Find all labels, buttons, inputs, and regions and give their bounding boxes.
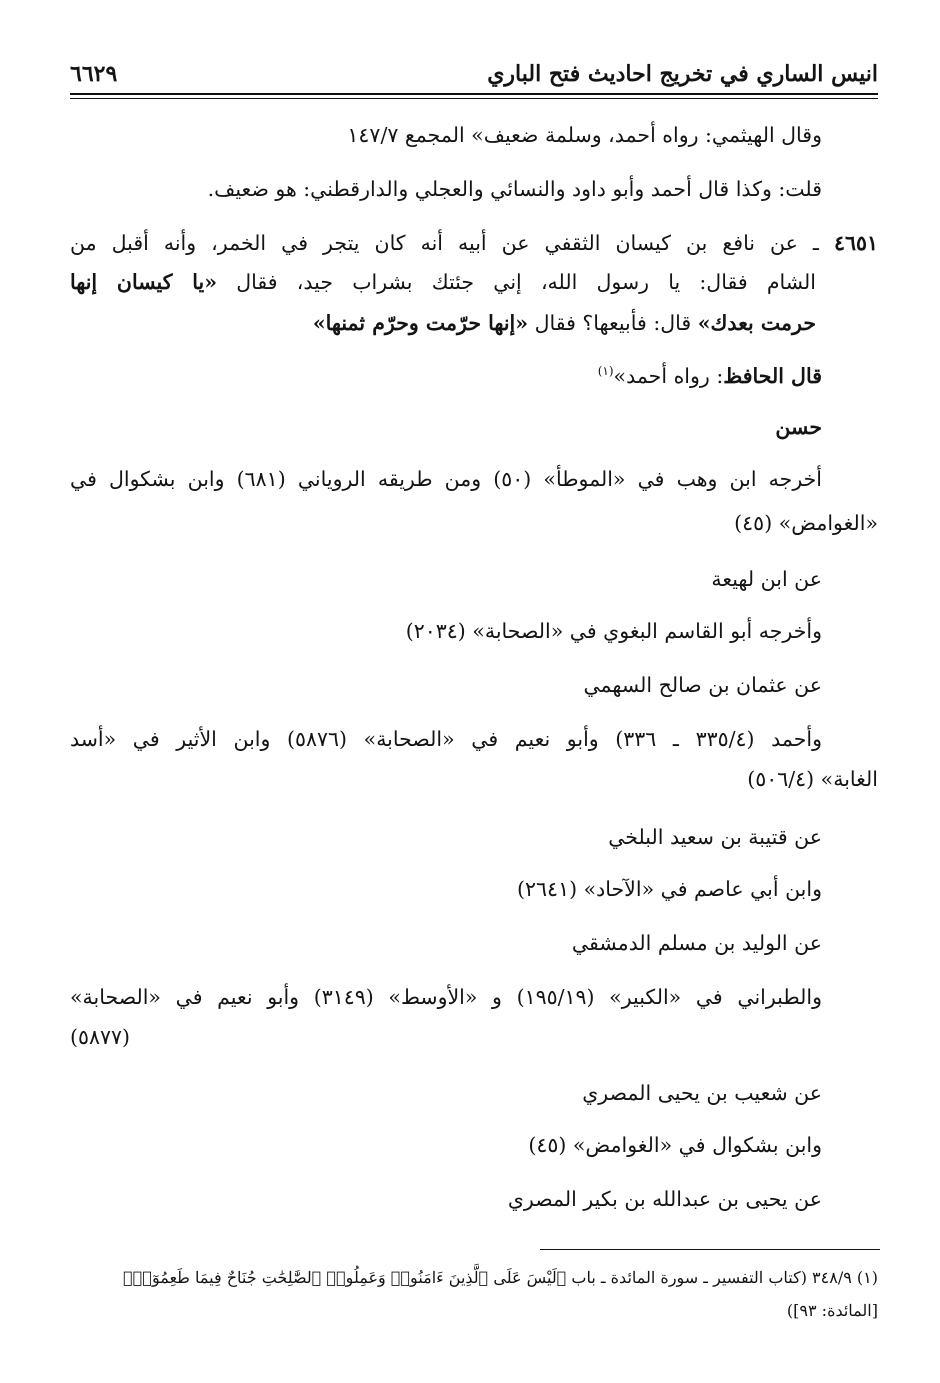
footnote-ref: (١) bbox=[597, 364, 614, 378]
header-rule-thin bbox=[70, 98, 878, 99]
hadith-line bbox=[70, 267, 816, 297]
narrator-line: عن الوليد بن مسلم الدمشقي bbox=[571, 931, 822, 955]
hadith-text: ـ عن نافع بن كيسان الثقفي عن أبيه أنه كان يتجر في الخمر، وأنه أقبل من bbox=[70, 231, 819, 255]
takhrij-line: وابن بشكوال في «الغوامض» (٤٥) bbox=[528, 1133, 822, 1157]
takhrij-line: والطبراني في «الكبير» (١٩٥/١٩) و «الأوسط» (٣١٤٩) وأبو نعيم في «الصحابة» bbox=[70, 985, 823, 1009]
footnote-text: [المائدة: ٩٣]) bbox=[786, 1301, 878, 1320]
narrator-line: عن ابن لهيعة bbox=[711, 567, 822, 591]
prophetic-saying: «يا كيسان إنها bbox=[70, 270, 218, 294]
narrator-line: عن عثمان بن صالح السهمي bbox=[583, 673, 822, 697]
hafiz-line bbox=[70, 356, 822, 391]
prophetic-saying: «إنها حرّمت وحرّم ثمنها» bbox=[312, 311, 529, 335]
footnote bbox=[70, 1265, 878, 1291]
header-rule bbox=[70, 93, 878, 95]
text-line: قلت: وكذا قال أحمد وأبو داود والنسائي والعجلي والدارقطني: هو ضعيف. bbox=[207, 177, 822, 201]
text-line: وقال الهيثمي: رواه أحمد، وسلمة ضعيف» المجمع ١٤٧/٧ bbox=[347, 123, 822, 147]
hadith-text: الشام فقال: يا رسول الله، إني جئتك بشراب جيد، فقال bbox=[236, 270, 816, 294]
hafiz-text: : رواه أحمد» bbox=[613, 363, 724, 388]
narrator-line: عن يحيى بن عبدالله بن بكير المصري bbox=[507, 1187, 822, 1211]
takhrij-text: (٥٨٧٧) bbox=[70, 1025, 131, 1049]
footnote-continuation bbox=[787, 1298, 878, 1324]
takhrij-text: «الغوامض» (٤٥) bbox=[734, 511, 878, 535]
prophetic-saying: حرمت بعدك» bbox=[697, 311, 816, 335]
hadith-line bbox=[70, 308, 816, 338]
takhrij-line: الغابة» (٥٠٦/٤) bbox=[747, 767, 878, 791]
narrator-line: عن شعيب بن يحيى المصري bbox=[582, 1081, 822, 1105]
takhrij-line: وأخرجه أبو القاسم البغوي في «الصحابة» (٢٠٣٤) bbox=[405, 619, 822, 643]
footnote-rule bbox=[540, 1249, 880, 1250]
hadith-text: قال: فأبيعها؟ فقال bbox=[528, 311, 698, 335]
hafiz-label: قال الحافظ bbox=[723, 363, 822, 388]
hadith-line bbox=[70, 228, 878, 258]
takhrij-line: أخرجه ابن وهب في «الموطأ» (٥٠) ومن طريقه الروياني (٦٨١) وابن بشكوال في bbox=[70, 467, 823, 491]
page-number: ٦٦٢٩ bbox=[70, 61, 118, 87]
footnote-text: ٣٤٨/٩ (كتاب التفسير ـ سورة المائدة ـ باب ﴿لَيْسَ عَلَى ٱلَّذِينَ ءَامَنُوا۟ وَعَمِلُوا۟ ٱلصَّٰلِحَٰتِ جُنَاحٌ فِيمَا طَعِمُوٓا۟﴾ bbox=[123, 1268, 852, 1287]
footnote-marker: (١) bbox=[856, 1268, 878, 1287]
hadith-number: ٤٦٥١ bbox=[833, 231, 878, 255]
narrator-line: عن قتيبة بن سعيد البلخي bbox=[608, 825, 822, 849]
takhrij-line bbox=[70, 508, 878, 538]
takhrij-line: وابن أبي عاصم في «الآحاد» (٢٦٤١) bbox=[517, 877, 822, 901]
takhrij-line: وأحمد (٣٣٥/٤ ـ ٣٣٦) وأبو نعيم في «الصحابة» (٥٨٧٦) وابن الأثير في «أسد bbox=[70, 727, 823, 751]
grade-heading: حسن bbox=[775, 415, 822, 439]
book-title: انيس الساري في تخريج احاديث فتح الباري bbox=[487, 61, 878, 87]
running-header bbox=[70, 58, 878, 90]
